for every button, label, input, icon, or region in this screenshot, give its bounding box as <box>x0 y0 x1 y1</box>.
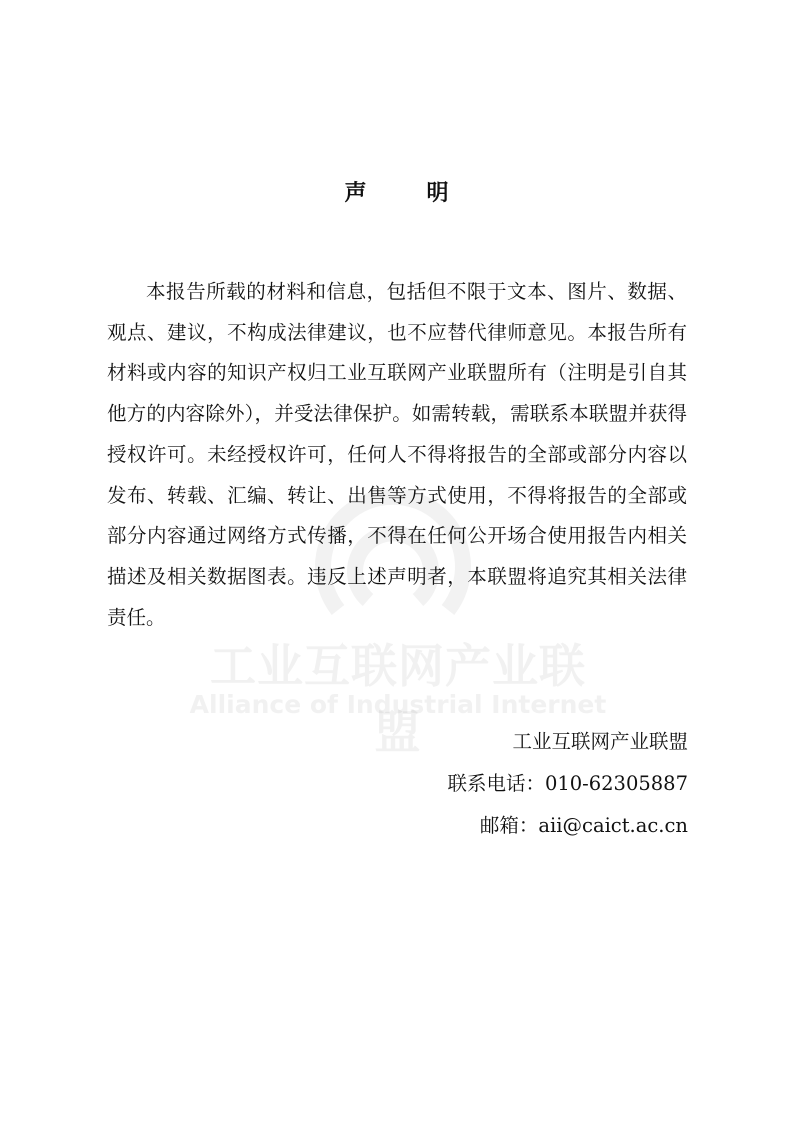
title-char: 声 <box>344 181 367 206</box>
watermark-name-en: Alliance of Industrial Internet <box>189 690 607 719</box>
title-char: 明 <box>426 181 449 206</box>
signature-organization: 工业互联网产业联盟 <box>512 730 688 753</box>
signature-phone: 联系电话：010-62305887 <box>447 772 688 795</box>
watermark-name-cn: 工业互联网产业联盟 <box>210 639 586 759</box>
statement-body: 本报告所载的材料和信息，包括但不限于文本、图片、数据、观点、建议，不构成法律建议，也不应替代律师意见。本报告所有材料或内容的知识产权归工业互联网产业联盟所有（注明是引自其他方的内容除外），并受法律保护。如需转载，需联系本联盟并获得授权许可。未经授权许可，任何人不得将报告的全部或部分内容以发布、转载、汇编、转让、出售等方式使用，不得将报告的全部或部分内容通过网络方式传播，不得在任何公开场合使用报告内相关描述及相关数据图表。违反上述声明者，本联盟将追究其相关法律责任。 <box>107 280 687 629</box>
page-title <box>0 176 793 207</box>
signature-email: 邮箱：aii@caict.ac.cn <box>479 814 688 837</box>
